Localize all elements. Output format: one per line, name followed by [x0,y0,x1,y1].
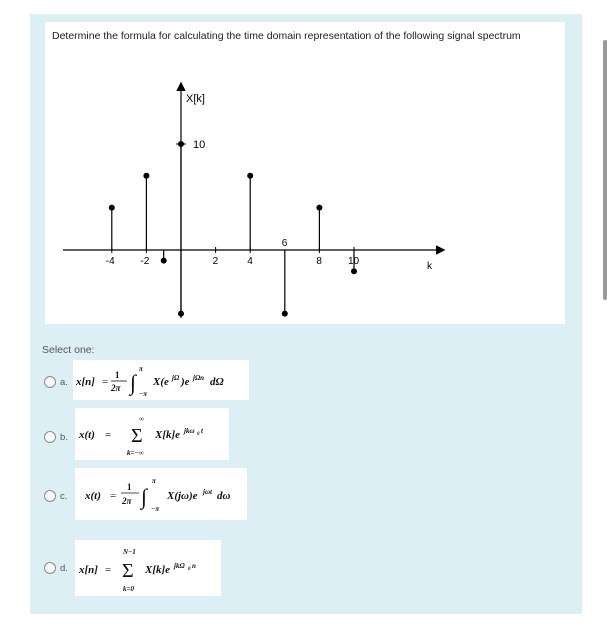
option-c[interactable] [44,486,67,506]
option-a-radio[interactable] [44,376,56,388]
option-c-radio[interactable] [44,490,56,502]
y-axis-label: X[k] [186,93,205,105]
x-tick-label-3: 4 [247,256,253,267]
question-box [45,22,565,324]
svg-text:0: 0 [197,432,200,437]
svg-text:)e: )e [181,376,190,388]
svg-text:N−1: N−1 [123,548,136,556]
stem-point-4 [178,311,184,317]
x-axis-label: k [427,261,432,272]
option-d[interactable] [44,558,68,578]
stem-point-1 [143,173,149,179]
svg-text:t: t [201,427,203,435]
svg-text:X(jω)e: X(jω)e [167,490,198,502]
svg-text:jωt: jωt [203,488,212,496]
stem-plot [45,72,565,324]
option-b-radio[interactable] [44,431,56,443]
svg-text:2π: 2π [111,383,121,393]
option-c-formula [75,468,247,520]
y-tick-label: 10 [193,139,206,151]
svg-text:∫: ∫ [141,484,148,509]
x-tick-label-0: -4 [105,256,115,267]
svg-text:n: n [192,562,196,570]
question-text: Determine the formula for calculating the time domain representation of the following signal spectrum [52,30,521,42]
x-tick-label-1: -2 [140,256,150,267]
option-a[interactable] [44,372,68,392]
select-one-label: Select one: [42,344,95,356]
stem-point-7 [316,205,322,211]
svg-text:∫: ∫ [130,370,137,395]
svg-text:X(e: X(e [153,376,169,388]
option-a-letter: a. [60,376,68,388]
svg-text:x[n]: x[n] [76,376,95,388]
svg-text:jkω: jkω [184,427,195,435]
svg-text:=: = [105,429,112,441]
svg-text:X[k]e: X[k]e [145,564,171,576]
stem-point-0 [109,205,115,211]
x-tick-label-2: 2 [212,256,219,267]
svg-text:−π: −π [151,505,160,513]
x-tick-label-5: 10 [348,256,360,267]
svg-text:jΩn: jΩn [193,374,205,382]
svg-text:2π: 2π [122,496,132,506]
svg-text:x(t): x(t) [85,490,101,502]
svg-text:1: 1 [115,370,120,380]
annotation-label-0: 6 [281,238,288,249]
svg-text:=: = [105,564,112,576]
svg-text:Σ: Σ [131,425,143,447]
stem-point-5 [247,173,253,179]
option-d-radio[interactable] [44,562,56,574]
svg-text:jkΩ: jkΩ [174,562,185,570]
svg-text:π: π [139,365,143,373]
option-b-letter: b. [60,431,68,443]
svg-text:=: = [102,376,109,388]
scrollbar[interactable] [603,40,607,300]
svg-text:X[k]e: X[k]e [155,429,181,441]
svg-text:dω: dω [217,490,231,502]
stem-point-3 [178,141,184,147]
svg-text:−π: −π [139,390,148,398]
stem-point-2 [161,258,167,264]
svg-text:0: 0 [188,567,191,572]
stem-point-8 [351,268,357,274]
svg-text:k=0: k=0 [123,585,134,593]
option-a-formula [73,360,249,400]
option-d-letter: d. [60,562,68,574]
option-b[interactable] [44,427,68,447]
svg-text:jΩ: jΩ [172,374,180,382]
svg-text:=: = [110,490,117,502]
x-tick-label-4: 8 [316,256,322,267]
svg-text:dΩ: dΩ [210,376,224,388]
svg-text:π: π [152,477,156,485]
svg-text:∞: ∞ [139,415,144,423]
svg-text:k=−∞: k=−∞ [127,449,144,457]
option-c-letter: c. [60,490,68,502]
stem-point-6 [282,311,288,317]
svg-text:1: 1 [127,482,132,492]
svg-text:x(t): x(t) [79,429,95,441]
svg-text:x[n]: x[n] [79,564,98,576]
svg-text:Σ: Σ [122,560,134,582]
option-b-formula [75,408,229,460]
option-d-formula [75,540,221,596]
